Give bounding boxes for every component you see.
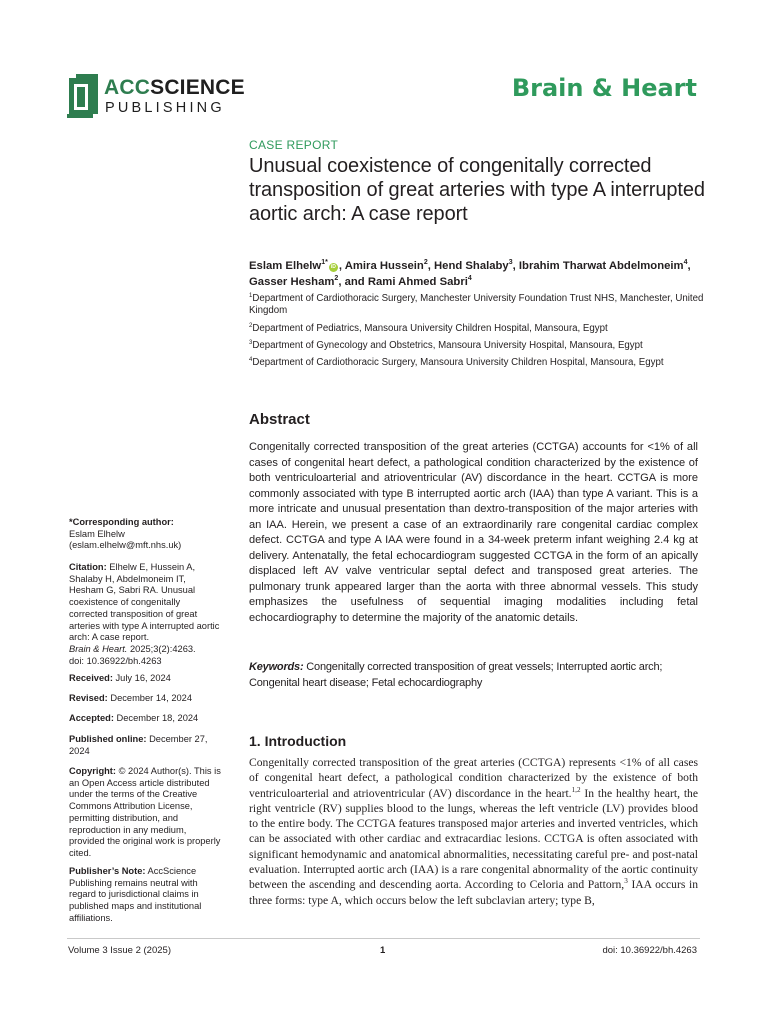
abstract-text: Congenitally corrected transposition of the great arteries (CCTGA) accounts for <1% of all cases of congenital heart defect, a pathological condition characterized by the existence of both ventriculoarterial and atrioventricular (AV) discordance in the heart. CCTGA is more commonly associated with type B interrupted aortic arch (IAA) than type A variant. This is a more intricate and unusual presentation than dextro-transposition of the major arteries with an IAA. Herein, we present a case of an extraordinarily rare congenital cardiac complex defect. CCTGA and type A IAA were found in a 34-week preterm infant weighing 2.4 kg at delivery. Antenatally, the fetal echocardiogram suggested CCTGA in the form of an apically displaced left AV valve ventricular septal defect and transposed great arteries. The pulmonary trunk appeared larger than the aorta with three abnormal vessels. This study emphasizes the usefulness of sequential imaging modalities including fetal echocardiography to determine the majority of the anatomic details. bbox=[249, 441, 698, 624]
publisher-logo bbox=[67, 74, 245, 118]
author-affil-ref: 3 bbox=[508, 259, 513, 267]
logo-wordmark: ACCSCIENCE bbox=[104, 76, 245, 99]
citation: Citation: Elhelw E, Hussein A, Shalaby H, Abdelmoneim IT, Hesham G, Sabri RA. Unusual coexistence of congenitally corrected transposition of great arteries with type A interrupted aortic arch: A case report. Brain & Heart. 2025;3(2):4263. doi: 10.36922/bh.4263 bbox=[69, 562, 220, 666]
publisher-note: Publisher’s Note: AccScience Publishing remains neutral with regard to jurisdictional claims in published maps and institutional affiliations. bbox=[69, 866, 202, 923]
journal-name: Brain & Heart bbox=[511, 74, 697, 102]
footer-doi[interactable]: doi: 10.36922/bh.4263 bbox=[602, 945, 697, 956]
author-affil-ref: 2 bbox=[334, 275, 339, 283]
keywords-label: Keywords: bbox=[249, 661, 304, 673]
page-number: 1 bbox=[380, 945, 386, 956]
published-date: Published online: December 27, 2024 bbox=[69, 734, 208, 756]
introduction-text: Congenitally corrected transposition of the great arteries (CCTGA) represents <1% of all cases of congenital heart defect, a pathological condition characterized by the existence of both ventriculoarterial and atrioventricular (AV) discordance in the heart.$^{1,2}$ In the healthy heart, the right ventricle (RV) supplies blood to the lungs, whereas the left ventricle (LV) provides blood to the entire body. The CCTGA features transposed major arteries and inverted ventricles, which can be associated with other cardiac and extracardiac lesions. CCTGA is often associated with significant hemodynamic and anatomical abnormalities, necessitating careful pre- and post-natal evaluation. Interrupted aortic arch (IAA) is a rare congenital abnormality of the aortic continuity between the ascending and descending aorta. According to Celoria and Pattorn,$^3$ IAA occurs in three forms: type A, which occurs below the left subclavian artery; type B, bbox=[249, 756, 698, 907]
revised-date: Revised: December 14, 2024 bbox=[69, 693, 193, 703]
author-affil-ref: 2 bbox=[423, 259, 428, 267]
publisher-logo-mark-icon bbox=[67, 74, 101, 118]
corresponding-author: *Corresponding author: Eslam Elhelw (eslam.elhelw@mft.nhs.uk) bbox=[69, 517, 182, 551]
author-affil-ref: 4 bbox=[467, 275, 472, 283]
keywords-text: Congenitally corrected transposition of great vessels; Interrupted aortic arch; Congenital heart disease; Fetal echocardiography bbox=[249, 661, 663, 689]
accepted-date: Accepted: December 18, 2024 bbox=[69, 713, 199, 723]
affiliation: $^3$Department of Gynecology and Obstetrics, Mansoura University Hospital, Mansoura, Egypt bbox=[249, 339, 643, 351]
abstract-heading: Abstract bbox=[249, 411, 310, 428]
article-title: Unusual coexistence of congenitally corrected transposition of great arteries with type A interrupted aortic arch: A case report bbox=[249, 155, 705, 225]
keywords bbox=[249, 659, 699, 691]
author-name: Gasser Hesham bbox=[249, 276, 335, 288]
affiliation-list bbox=[249, 293, 709, 374]
author-affil-ref: 1* bbox=[321, 259, 328, 267]
author-name: Hend Shalaby bbox=[434, 260, 509, 272]
citation-ref[interactable]: 1,2 bbox=[571, 785, 581, 794]
affiliation: $^2$Department of Pediatrics, Mansoura University Children Hospital, Mansoura, Egypt bbox=[249, 322, 608, 334]
author-list: Eslam Elhelw$^{1*}$iD , Amira Hussein$^2$, Hend Shalaby$^3$, Ibrahim Tharwat Abdelmoneim$^4$, Gasser Hesham$^2$, and Rami Ahmed Sabri$^4$ bbox=[249, 259, 691, 288]
citation-doi[interactable]: doi: 10.36922/bh.4263 bbox=[69, 655, 162, 666]
author-name: Rami Ahmed Sabri bbox=[367, 276, 468, 288]
author-joiner: and bbox=[344, 276, 365, 288]
affiliation: $^1$Department of Cardiothoracic Surgery, Manchester University Foundation Trust NHS, Manchester, United Kingdom bbox=[249, 292, 704, 317]
author-name: Eslam Elhelw bbox=[249, 260, 322, 272]
author-affil-ref: 4 bbox=[683, 259, 688, 267]
citation-ref[interactable]: 3 bbox=[624, 877, 628, 886]
footer-volume: Volume 3 Issue 2 (2025) bbox=[68, 945, 171, 956]
corresponding-email[interactable]: (eslam.elhelw@mft.nhs.uk) bbox=[69, 540, 182, 551]
author-name: Ibrahim Tharwat Abdelmoneim bbox=[518, 260, 684, 272]
footer-divider bbox=[67, 938, 700, 939]
section-heading-introduction: 1. Introduction bbox=[249, 733, 347, 749]
orcid-icon[interactable]: iD bbox=[330, 264, 336, 270]
copyright-notice: Copyright: © 2024 Author(s). This is an Open Access article distributed under the terms of the Creative Commons Attribution License, permitting distribution, and reproduction in any medium, provided the original work is properly cited. bbox=[69, 766, 221, 858]
received-date: Received: July 16, 2024 bbox=[69, 673, 171, 683]
article-type: CASE REPORT bbox=[249, 138, 339, 152]
affiliation: $^4$Department of Cardiothoracic Surgery, Mansoura University Children Hospital, Mansoura, Egypt bbox=[249, 356, 664, 368]
logo-subtitle: PUBLISHING bbox=[105, 100, 225, 116]
author-name: Amira Hussein bbox=[344, 260, 424, 272]
